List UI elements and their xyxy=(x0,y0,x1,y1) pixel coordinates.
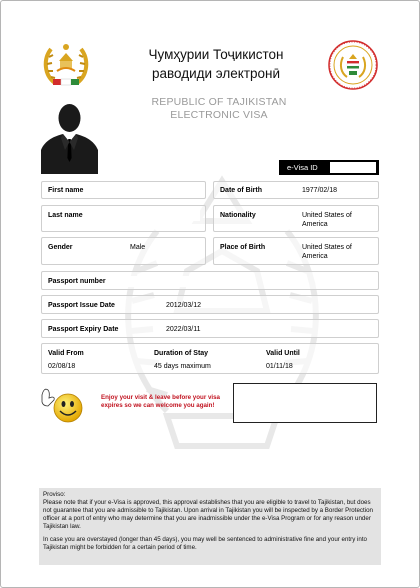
passport-number-label: Passport number xyxy=(48,278,106,285)
passport-expiry-date-label: Passport Expiry Date xyxy=(48,326,119,333)
evisa-id-label: e-Visa ID xyxy=(287,163,318,172)
passport-number-value-redacted xyxy=(122,276,192,287)
passport-expiry-date-value: 2022/03/11 xyxy=(166,326,201,333)
valid-until-label: Valid Until xyxy=(266,350,300,357)
title-cyrillic-line1: Чумҳурии Тоҷикистон xyxy=(148,47,284,62)
field-gender xyxy=(41,237,206,265)
tajikistan-coat-of-arms-icon xyxy=(41,39,91,89)
nationality-value: United States of America xyxy=(302,212,352,228)
place-of-birth-label: Place of Birth xyxy=(220,244,266,251)
validity-panel xyxy=(41,343,379,374)
proviso-paragraph-2: In case you are overstayed (longer than 45 days), you may well be sentenced to administrative fine and your entry into Tajikistan might be forbidden for a certain period of time. xyxy=(43,536,367,551)
first-name-label: First name xyxy=(48,187,84,194)
duration-label: Duration of Stay xyxy=(154,350,209,357)
evisa-id-value-redacted xyxy=(330,162,376,173)
field-passport-expiry-date xyxy=(41,319,379,338)
holder-photo-silhouette xyxy=(41,98,98,174)
duration-value: 45 days maximum xyxy=(154,363,211,370)
last-name-value-redacted xyxy=(108,210,200,221)
valid-from-value: 02/08/18 xyxy=(48,363,76,370)
document-title-latin xyxy=(139,96,299,122)
title-latin-line2: ELECTRONIC VISA xyxy=(170,109,268,121)
field-passport-issue-date xyxy=(41,295,379,314)
last-name-label: Last name xyxy=(48,212,83,219)
date-of-birth-label: Date of Birth xyxy=(220,187,262,194)
valid-from-label: Valid From xyxy=(48,350,84,357)
ministry-seal-icon xyxy=(327,39,379,91)
proviso-paragraph-1: Please note that if your e-Visa is approved, this approval establishes that you are eligible to travel to Tajikistan, but does not guarantee that you are admissible to Tajikistan. Upon arrival in Tajikistan you will be inspected by a Border Protection officer at a port of entry who may determine that you are inadmissible under the e-Visa Program or for any reason under Tajikistan law. xyxy=(43,499,373,530)
proviso-heading: Proviso: xyxy=(43,491,66,498)
gender-label: Gender xyxy=(48,244,73,251)
signature-box xyxy=(233,383,377,423)
field-nationality xyxy=(213,205,379,232)
proviso-section xyxy=(39,488,381,565)
field-date-of-birth xyxy=(213,181,379,199)
passport-issue-date-label: Passport Issue Date xyxy=(48,302,115,309)
gender-value: Male xyxy=(130,244,146,251)
field-last-name xyxy=(41,205,206,232)
date-of-birth-value: 1977/02/18 xyxy=(302,187,338,194)
nationality-label: Nationality xyxy=(220,212,256,219)
document-title-cyrillic xyxy=(141,45,291,83)
title-latin-line1: REPUBLIC OF TAJIKISTAN xyxy=(151,96,287,108)
field-first-name xyxy=(41,181,206,199)
field-place-of-birth xyxy=(213,237,379,265)
place-of-birth-value: United States of America xyxy=(302,244,352,260)
valid-until-value: 01/11/18 xyxy=(266,363,293,370)
title-cyrillic-line2: раводиди электронӣ xyxy=(151,66,281,81)
enjoy-visit-message: Enjoy your visit & leave before your visa expires so we can welcome you again! xyxy=(101,394,220,409)
passport-issue-date-value: 2012/03/12 xyxy=(166,302,202,309)
field-passport-number xyxy=(41,271,379,290)
waving-smiley-icon xyxy=(39,386,89,426)
evisa-id-box xyxy=(279,160,379,175)
first-name-value-redacted xyxy=(108,185,200,196)
